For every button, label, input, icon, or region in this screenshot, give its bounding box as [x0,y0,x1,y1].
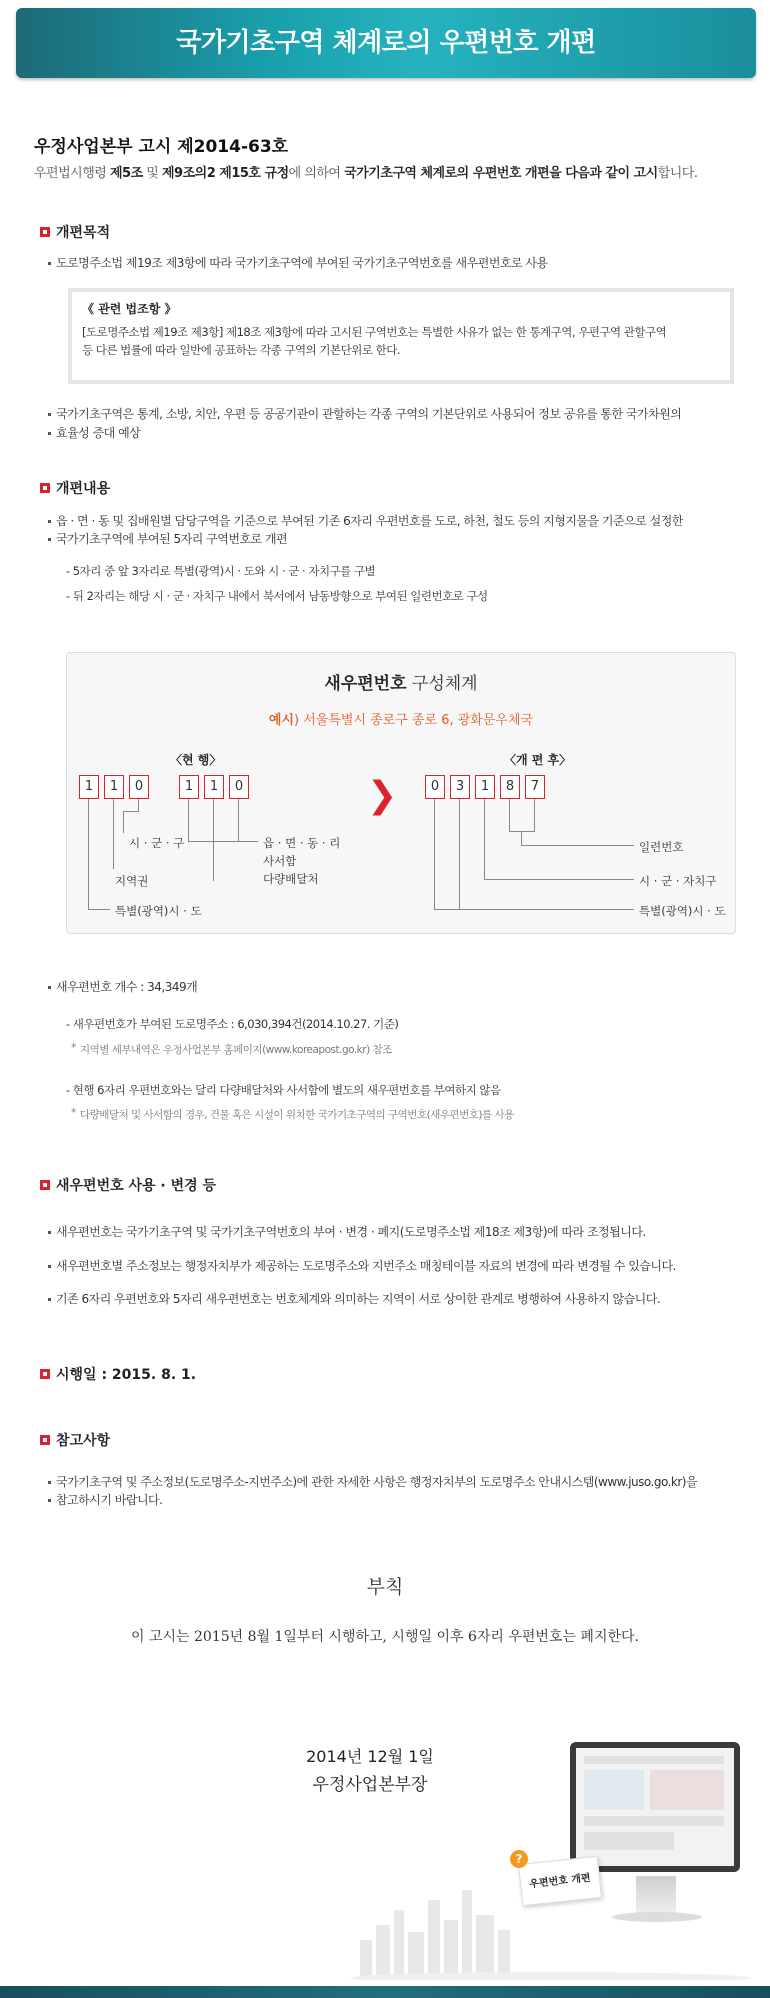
section-heading-text: 새우편번호 사용 · 변경 등 [56,1178,217,1194]
red-square-icon [40,1180,50,1190]
example-label: 예시 [268,713,295,728]
purpose-bullet-2-line-1: 국가기초구역은 통계, 소방, 치안, 우편 등 공공기관이 관할하는 각종 구역의 기본단위로 사용되어 정보 공유를 통한 국가차원의 [56,405,681,424]
red-square-icon [40,1369,50,1379]
usage-bullet-1: 새우편번호는 국가기초구역 및 국가기초구역번호의 부여 · 변경 · 폐지(도로명주소법 제18조 제3항)에 따라 조정됩니다. [56,1223,646,1242]
connector-line [238,799,239,841]
count-note-2: * 다량배달처 및 사서함의 경우, 건물 혹은 시설이 위치한 국가기초구역의 구역번호(새우편번호)를 사용 [80,1107,514,1122]
content-bullet-1-line-1: 읍 · 면 · 동 및 집배원별 담당구역을 기준으로 부여된 기존 6자리 우편번호를 도로, 하천, 철도 등의 지형지물을 기준으로 설정한 [56,512,683,531]
postal-code-tag: 우편번호 개편 [518,1856,602,1906]
label-sigungu-old: 시 · 군 · 구 [129,836,185,850]
purpose-bullet-1: 도로명주소법 제19조 제3항에 따라 국가기초구역에 부여된 국가기초구역번호를 새우편번호로 사용 [56,254,548,273]
new-digit: 1 [475,775,495,799]
label-teukbyeol-new: 특별(광역)시 · 도 [639,904,726,918]
connector-line [521,831,522,845]
old-digit: 1 [204,775,224,799]
connector-line [138,799,139,811]
purpose-bullet-2-line-2: 효율성 증대 예상 [56,424,140,443]
count-dash-2: - 현행 6자리 우편번호와는 달리 다량배달처와 사서함에 별도의 새우편번호를 부여하지 않음 [66,1083,501,1097]
section-heading-usage [40,1175,216,1195]
section-heading-purpose [40,222,110,242]
section-heading-text: 시행일 : 2015. 8. 1. [56,1367,197,1383]
new-digit: 3 [450,775,470,799]
section-heading-text: 참고사항 [56,1433,111,1449]
desc-part: 합니다. [657,166,698,181]
usage-bullet-2: 새우편번호별 주소정보는 행정자치부가 제공하는 도로명주소와 지번주소 매칭테이블 자료의 변경에 따라 변경될 수 있습니다. [56,1257,676,1276]
label-eup: 읍 · 면 · 동 · 리 [263,836,341,850]
connector-line [213,799,214,841]
diagram-title [67,669,735,694]
count-note-1: * 지역별 세부내역은 우정사업본부 홈페이지(www.koreapost.go.kr) 참조 [80,1042,392,1057]
label-daryang: 다량배달처 [263,872,319,886]
addendum-title: 부칙 [366,1576,404,1598]
connector-line [484,799,485,879]
connector-line [123,811,139,812]
connector-line [88,909,110,910]
screen-row [650,1770,724,1810]
notice-title: 우정사업본부 고시 제2014-63호 [34,137,289,157]
connector-line [123,811,124,833]
law-box-body-1: [도로명주소법 제19조 제3항] 제18조 제3항에 따라 고시된 구역번호는 특별한 사유가 없는 한 통계구역, 우편구역 관할구역 [82,325,667,339]
diagram-title-bold: 새우편번호 [324,674,407,694]
connector-line [509,831,535,832]
section-heading-text: 개편목적 [56,225,111,241]
desc-part-bold: 제9조의2 제15호 규정 [161,166,289,181]
old-digit: 1 [179,775,199,799]
count-bullet: 새우편번호 개수 : 34,349개 [56,978,197,997]
old-system-label: 〈현 행〉 [170,753,222,767]
connector-line [434,909,634,910]
old-digit: 1 [79,775,99,799]
diagram-example [67,709,735,728]
connector-line [521,845,634,846]
diagram-title-rest: 구성체계 [406,674,478,694]
reference-bullet-line-2: 참고하시기 바랍니다. [56,1491,162,1510]
title-banner [16,8,756,78]
law-box-body-2: 등 다른 법률에 따라 일반에 공표하는 각종 구역의 기본단위로 한다. [82,343,400,357]
new-digit: 0 [425,775,445,799]
desc-part: 우편법시행령 [34,166,110,181]
count-dash-1: - 새우편번호가 부여된 도로명주소 : 6,030,394건(2014.10.27. 기준) [66,1017,399,1031]
desc-part-bold: 국가기초구역 체계로의 우편번호 개편을 다음과 같이 고시 [344,166,658,181]
connector-line [113,799,114,869]
example-text: ) 서울특별시 종로구 종로 6, 광화문우체국 [294,713,534,728]
section-heading-content [40,478,110,498]
banner-title: 국가기초구역 체계로의 우편번호 개편 [176,28,596,58]
screen-row [584,1832,674,1850]
desc-part: 에 의하여 [288,166,345,181]
notice-description [34,162,754,181]
reference-bullet-line-1: 국가기초구역 및 주소정보(도로명주소-지번주소)에 관한 자세한 사항은 행정자치부의 도로명주소 안내시스템(www.juso.go.kr)을 [56,1473,697,1492]
content-bullet-1-line-2: 국가기초구역에 부여된 5자리 구역번호로 개편 [56,530,287,549]
arrow-right-icon: ❯ [367,775,398,816]
connector-line [213,841,214,881]
old-digit: 1 [104,775,124,799]
monitor-base [612,1912,702,1922]
connector-line [188,841,258,842]
footer-bar [0,1986,770,1998]
new-system-label: 〈개 편 후〉 [504,753,572,767]
old-digit: 0 [229,775,249,799]
screen-row [584,1770,644,1810]
connector-line [188,799,189,841]
red-square-icon [40,483,50,493]
label-ilryeon: 일련번호 [639,840,684,854]
content-dash-2: - 뒤 2자리는 해당 시 · 군 · 자치구 내에서 북서에서 남동방향으로 부여된 일련번호로 구성 [66,589,488,603]
issue-date: 2014년 12월 1일 [306,1747,434,1766]
new-digit: 8 [500,775,520,799]
section-heading-effective-date [40,1364,196,1384]
connector-line [509,799,510,831]
desc-part: 및 [142,166,162,181]
section-heading-text: 개편내용 [56,481,111,497]
section-heading-reference [40,1430,110,1450]
law-reference-box [68,288,734,384]
issuer-name: 우정사업본부장 [312,1775,428,1795]
new-digit: 7 [525,775,545,799]
law-box-title: 《 관련 법조항 》 [82,302,177,316]
content-dash-1: - 5자리 중 앞 3자리로 특별(광역)시 · 도와 시 · 군 · 자치구를 구별 [66,564,376,578]
red-square-icon [40,227,50,237]
monitor-illustration [570,1742,740,1872]
red-square-icon [40,1435,50,1445]
label-sasa: 사서함 [263,854,297,868]
connector-line [484,879,634,880]
screen-row [584,1756,724,1764]
connector-line [534,799,535,831]
desc-part-bold: 제5조 [109,166,143,181]
connector-line [459,799,460,909]
monitor-stand [636,1876,676,1916]
label-teukbyeol-old: 특별(광역)시 · 도 [115,904,202,918]
addendum-text: 이 고시는 2015년 8월 1일부터 시행하고, 시행일 이후 6자리 우편번호는 폐지한다. [131,1629,639,1645]
question-icon: ? [510,1850,528,1868]
label-sigungu-new: 시 · 군 · 자치구 [639,874,717,888]
old-digit: 0 [129,775,149,799]
connector-line [434,799,435,909]
label-jiyeok: 지역권 [115,874,149,888]
screen-row [584,1816,724,1826]
postal-code-diagram [66,652,736,934]
usage-bullet-3: 기존 6자리 우편번호와 5자리 새우편번호는 번호체계와 의미하는 지역이 서로 상이한 관계로 병행하여 사용하지 않습니다. [56,1290,660,1309]
connector-line [88,799,89,909]
